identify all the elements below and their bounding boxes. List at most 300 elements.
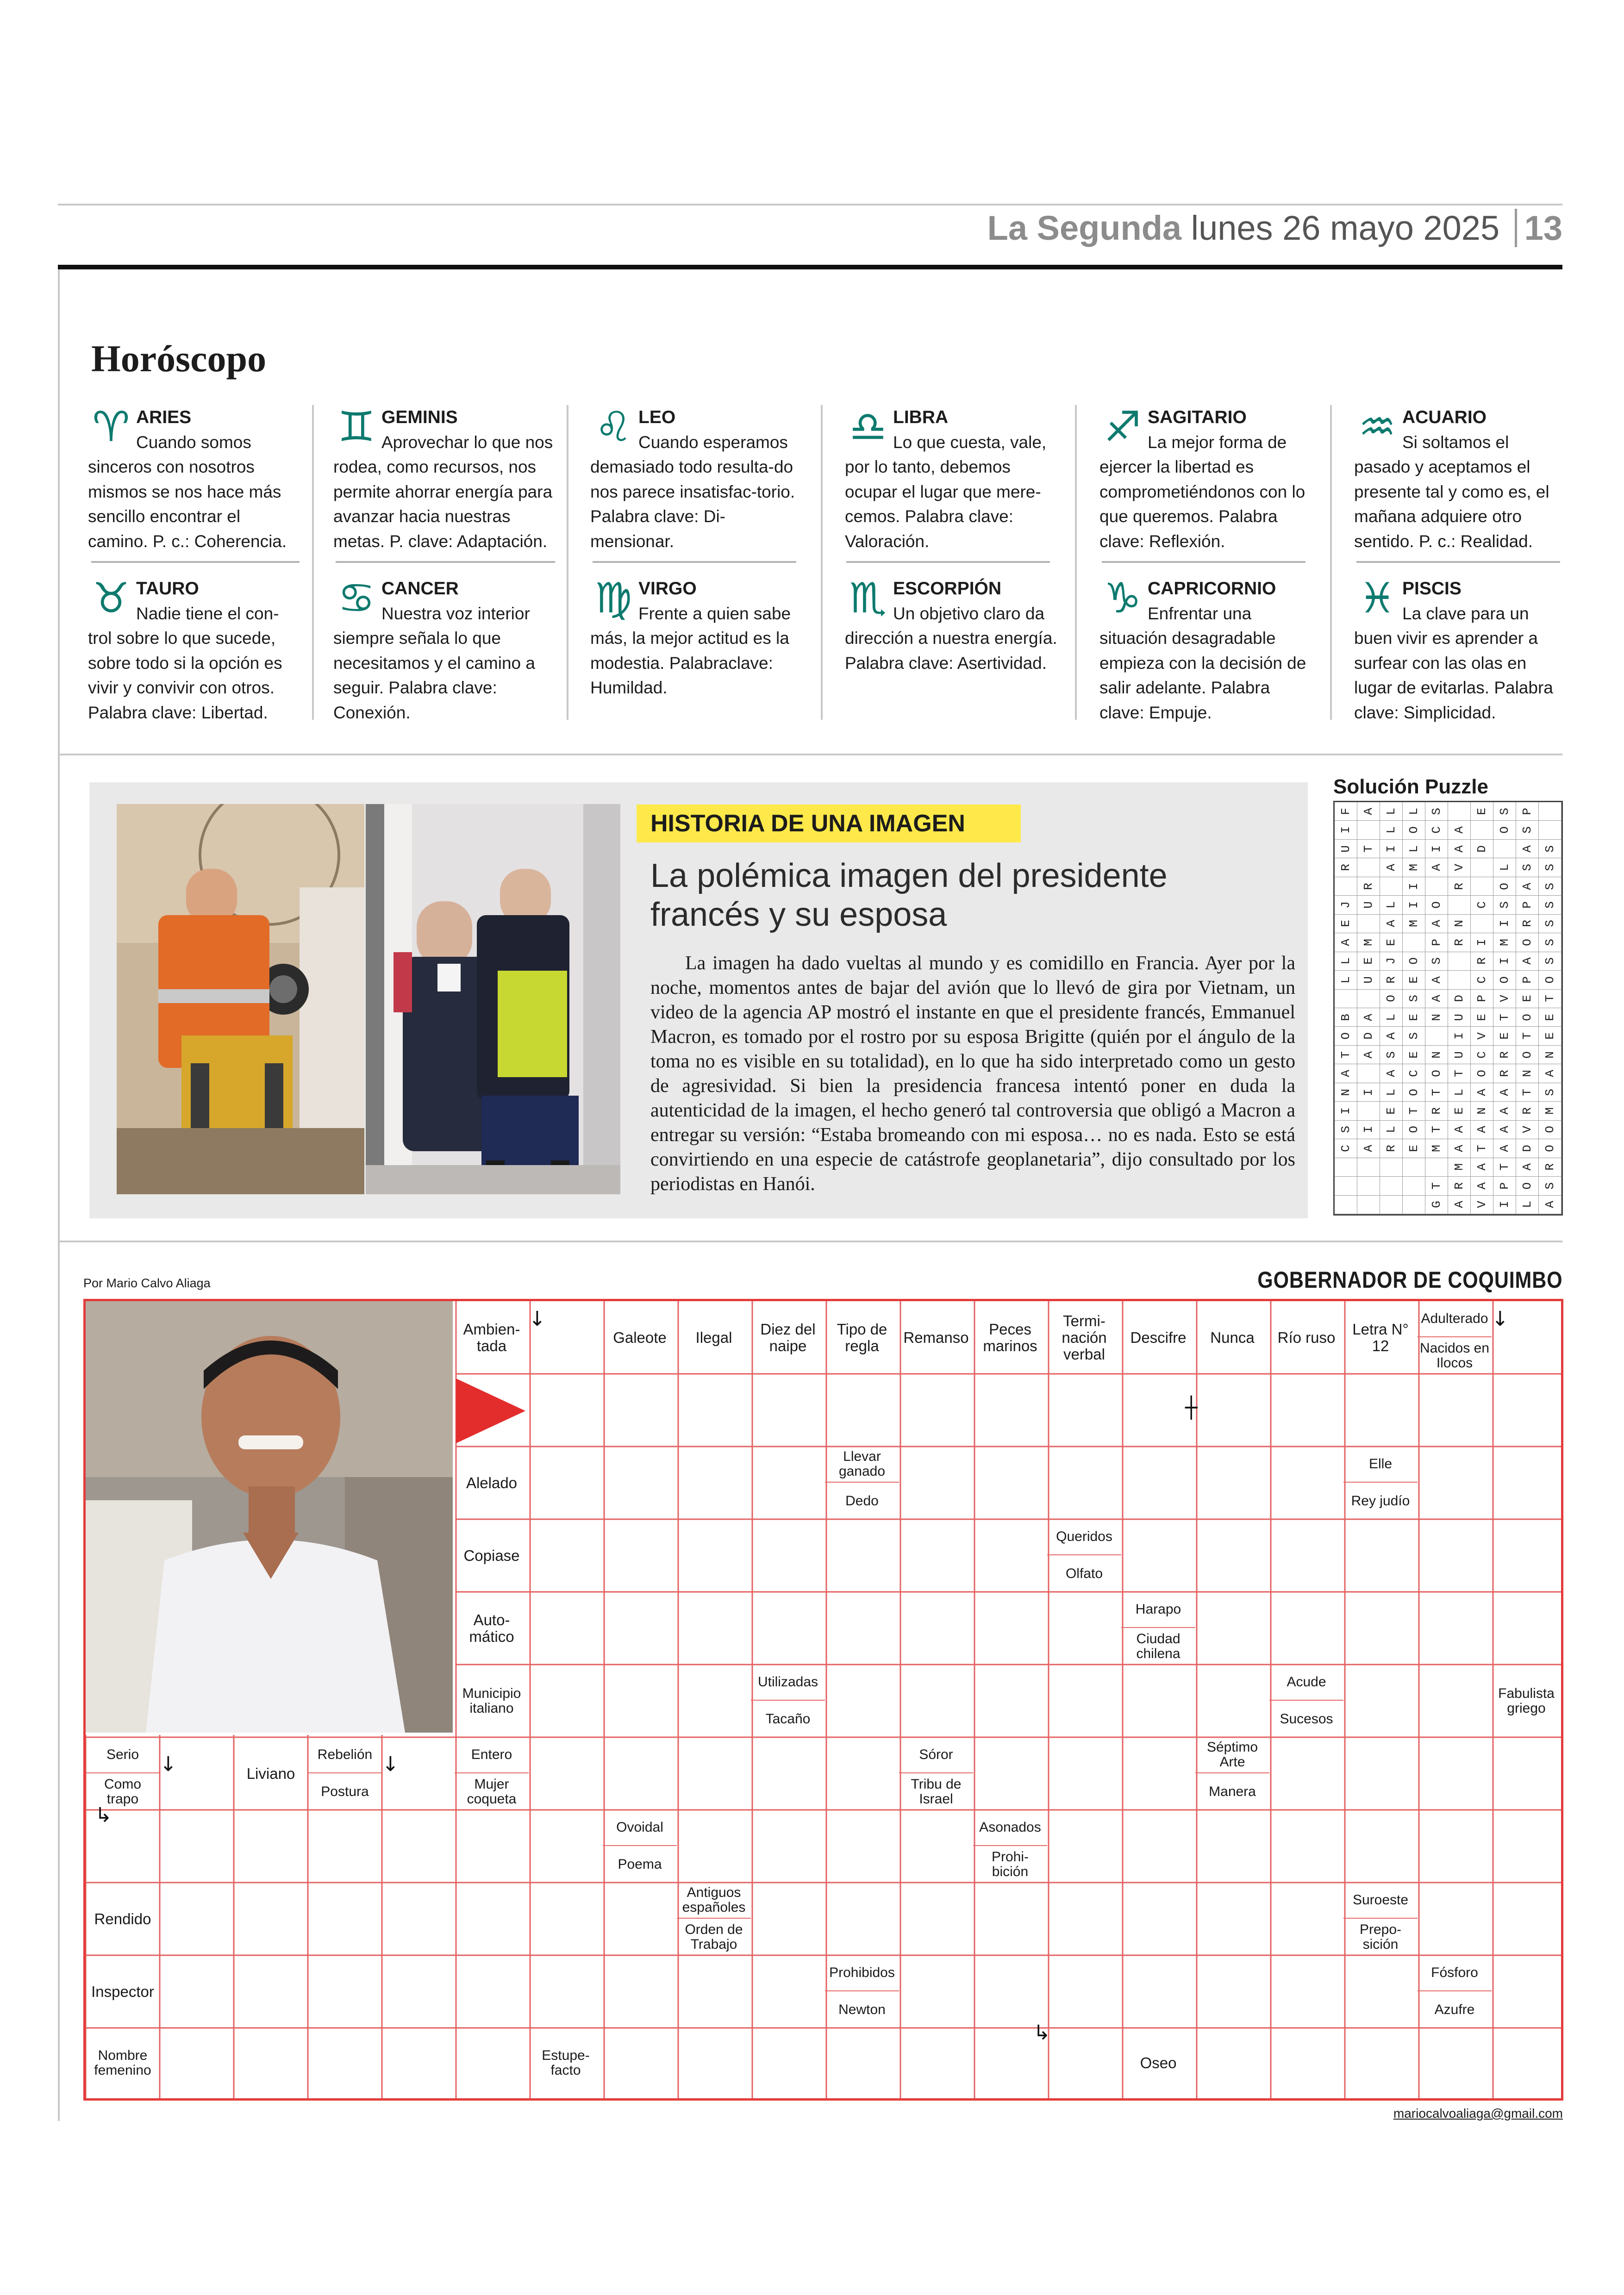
solution-cell (1516, 1008, 1539, 1027)
solution-letter: I (1452, 1032, 1466, 1040)
solution-letter: R (1452, 939, 1466, 946)
clue-copiase[interactable]: Copiase (463, 1547, 520, 1564)
solution-cell (1448, 1083, 1471, 1102)
clue-inspector[interactable]: Inspector (91, 1983, 154, 2000)
solution-cell (1471, 1046, 1493, 1064)
clue-olfato[interactable]: Olfato (1065, 1565, 1103, 1581)
issue-date: lunes 26 mayo 2025 (1191, 209, 1500, 247)
solution-cell (1425, 915, 1448, 933)
solution-letter: E (1520, 995, 1534, 1003)
clue-elle[interactable]: Elle (1343, 1447, 1418, 1483)
clue-poema[interactable]: Poema (618, 1856, 662, 1872)
author-email[interactable]: mariocalvoaliaga@gmail.com (1393, 2106, 1563, 2120)
solution-letter: O (1520, 1182, 1534, 1190)
sign-text: Aprovechar lo que nos rodea, como recursos, nos permite ahorrar energía para avanzar hacia nuestras metas. P. clave: Adaptación. (333, 432, 553, 551)
solution-cell (1448, 840, 1471, 858)
solution-letter: M (1497, 939, 1512, 946)
solution-cell (1471, 1027, 1493, 1045)
solution-cell (1425, 802, 1448, 821)
sign-text: Lo que cuesta, vale, por lo tanto, debemos ocupar el lugar que mere-cemos. Palabra clave: Valoración. (845, 432, 1047, 551)
solution-cell (1448, 1196, 1471, 1214)
clue-suroeste[interactable]: Suroeste (1343, 1883, 1418, 1919)
section-rule (58, 754, 1562, 755)
solution-cell (1516, 971, 1539, 989)
solution-cell (1425, 952, 1448, 971)
solution-cell (1493, 1196, 1516, 1214)
clue-soror[interactable]: Sóror (899, 1737, 973, 1773)
clue-antiguos-espanoles[interactable]: Antiguos españoles (677, 1883, 751, 1919)
solution-cell (1357, 840, 1380, 858)
clue-harapo[interactable]: Harapo (1121, 1592, 1195, 1628)
solution-cell (1448, 1139, 1471, 1158)
solution-letter: J (1338, 901, 1353, 909)
solution-cell (1425, 1139, 1448, 1158)
solution-cell (1357, 1083, 1380, 1102)
clue-estupefacto[interactable]: Estupe- facto (542, 2048, 590, 2078)
solution-cell (1403, 1027, 1425, 1045)
clue-adulterado[interactable]: Adulterado (1418, 1301, 1492, 1337)
solution-cell (1539, 877, 1562, 896)
clue-newton[interactable]: Newton (838, 2002, 886, 2017)
solution-cell (1516, 840, 1539, 858)
solution-cell (1516, 1177, 1539, 1195)
solution-letter: A (1543, 1201, 1557, 1209)
solution-cell (1357, 802, 1380, 821)
solution-letter: R (1361, 882, 1375, 890)
solution-letter: A (1543, 1070, 1557, 1077)
solution-cell (1448, 1121, 1471, 1139)
solution-cell (1335, 952, 1357, 971)
solution-cell (1403, 933, 1425, 952)
clue-letra-12[interactable]: Letra N° 12 (1352, 1320, 1409, 1354)
solution-cell (1357, 1008, 1380, 1027)
clue-remanso[interactable]: Remanso (903, 1328, 969, 1346)
clue-ambientada[interactable]: Ambien- tada (463, 1320, 520, 1354)
solution-letter: E (1338, 920, 1353, 928)
solution-cell (1471, 877, 1493, 896)
cancer-icon: ♋ (337, 574, 375, 623)
solution-letter: O (1543, 976, 1557, 984)
solution-letter: V (1452, 864, 1466, 871)
sign-separator (1102, 561, 1305, 563)
solution-letter: T (1474, 1145, 1489, 1152)
sign-name: SAGITARIO (1148, 407, 1247, 427)
crossword-author: Por Mario Calvo Aliaga (83, 1276, 211, 1290)
clue-dedo[interactable]: Dedo (845, 1493, 879, 1509)
clue-postura[interactable]: Postura (321, 1784, 369, 1799)
solution-cell (1403, 1121, 1425, 1139)
solution-cell (1425, 933, 1448, 952)
solution-letter: A (1497, 1088, 1512, 1096)
solution-cell (1493, 1121, 1516, 1139)
solution-cell (1493, 952, 1516, 971)
clue-nombre-femenino[interactable]: Nombre femenino (94, 2048, 151, 2078)
solution-letter: S (1543, 920, 1557, 928)
solution-letter: V (1497, 995, 1512, 1003)
sign-separator (846, 561, 1050, 563)
clue-azufre[interactable]: Azufre (1434, 2002, 1475, 2017)
solution-title: Solución Puzzle (1333, 775, 1488, 798)
clue-preposicion[interactable]: Prepo- sición (1359, 1921, 1402, 1952)
solution-letter: L (1384, 901, 1398, 909)
clue-ciudad-chilena[interactable]: Ciudad chilena (1136, 1631, 1181, 1661)
solution-cell (1403, 971, 1425, 989)
solution-cell (1493, 1177, 1516, 1195)
solution-letter: O (1406, 826, 1421, 834)
column-divider (821, 405, 823, 720)
solution-letter: N (1474, 1107, 1489, 1115)
solution-cell (1539, 1083, 1562, 1102)
solution-letter: A (1361, 807, 1375, 815)
clue-ovoidal[interactable]: Ovoidal (603, 1810, 677, 1846)
story-tag: HISTORIA DE UNA IMAGEN (637, 804, 1021, 842)
solution-cell (1380, 1064, 1403, 1083)
clue-tribu-israel[interactable]: Tribu de Israel (911, 1776, 962, 1807)
solution-cell (1380, 1027, 1403, 1045)
column-divider (1330, 405, 1332, 720)
solution-letter: S (1520, 864, 1534, 871)
solution-cell (1493, 1027, 1516, 1045)
clue-municipio-italiano[interactable]: Municipio italiano (462, 1685, 521, 1716)
arrow-right-icon: ↳ (1033, 2021, 1050, 2045)
leo-icon: ♌ (594, 403, 632, 451)
solution-cell (1403, 1196, 1425, 1214)
solution-cell (1539, 1027, 1562, 1045)
solution-letter: T (1452, 1070, 1466, 1077)
solution-cell (1357, 915, 1380, 933)
clue-peces-marinos[interactable]: Peces marinos (983, 1320, 1037, 1354)
sign-libra (845, 405, 1059, 554)
clue-diez-naipe[interactable]: Diez del naipe (760, 1320, 816, 1354)
solution-letter: A (1429, 864, 1443, 871)
solution-cell (1403, 802, 1425, 821)
solution-cell (1516, 952, 1539, 971)
clue-prohibicion[interactable]: Prohi- bición (991, 1849, 1029, 1879)
solution-cell (1357, 1064, 1380, 1083)
solution-letter: D (1452, 995, 1466, 1003)
clue-automatico[interactable]: Auto- mático (469, 1611, 514, 1645)
solution-letter: A (1338, 939, 1353, 946)
clue-rendido[interactable]: Rendido (94, 1910, 151, 1927)
clue-prohibidos[interactable]: Prohibidos (825, 1955, 899, 1991)
solution-cell (1448, 1102, 1471, 1120)
solution-cell (1403, 1083, 1425, 1102)
solution-letter: I (1406, 901, 1421, 909)
sign-capricornio (1099, 576, 1313, 725)
solution-letter: A (1384, 920, 1398, 928)
solution-cell (1425, 1158, 1448, 1177)
header-rule (58, 265, 1562, 269)
clue-terminacion-verbal[interactable]: Termi- nación verbal (1062, 1312, 1107, 1363)
solution-cell (1516, 896, 1539, 914)
solution-cell (1425, 896, 1448, 914)
sign-cancer (333, 576, 560, 725)
solution-cell (1380, 821, 1403, 839)
solution-letter: M (1452, 1163, 1466, 1171)
solution-letter: E (1384, 1107, 1398, 1115)
solution-letter: E (1543, 1013, 1557, 1021)
solution-letter: U (1361, 976, 1375, 984)
solution-cell (1335, 1196, 1357, 1214)
solution-cell (1471, 1064, 1493, 1083)
clue-oseo[interactable]: Oseo (1140, 2054, 1177, 2071)
solution-cell (1335, 1027, 1357, 1045)
solution-cell (1471, 1177, 1493, 1195)
solution-cell (1335, 915, 1357, 933)
sign-virgo (590, 576, 804, 700)
solution-letter: T (1520, 1088, 1534, 1096)
solution-cell (1380, 1083, 1403, 1102)
sign-name: CANCER (381, 579, 459, 599)
solution-letter: L (1406, 807, 1421, 815)
sign-name: GEMINIS (381, 407, 458, 427)
solution-cell (1471, 840, 1493, 858)
solution-cell (1425, 840, 1448, 858)
solution-letter: I (1338, 1107, 1353, 1115)
solution-letter: A (1361, 1145, 1375, 1152)
solution-cell (1539, 1121, 1562, 1139)
sign-separator (336, 561, 555, 563)
solution-letter: U (1338, 845, 1353, 853)
clue-fabulista-griego[interactable]: Fabulista griego (1498, 1685, 1555, 1716)
solution-cell (1380, 840, 1403, 858)
clue-como-trapo[interactable]: Como trapo (104, 1776, 142, 1807)
solution-cell (1448, 858, 1471, 877)
solution-letter: L (1384, 826, 1398, 834)
solution-letter: L (1384, 807, 1398, 815)
solution-cell (1425, 1046, 1448, 1064)
clue-queridos[interactable]: Queridos (1047, 1519, 1121, 1555)
solution-cell (1471, 1158, 1493, 1177)
clue-acude[interactable]: Acude (1269, 1665, 1343, 1701)
solution-letter: I (1384, 845, 1398, 853)
cursor-mark-icon: ┼ (1185, 1396, 1198, 1420)
clue-rey-judio[interactable]: Rey judío (1351, 1493, 1410, 1509)
solution-cell (1380, 1046, 1403, 1064)
section-rule (58, 1241, 1562, 1242)
solution-letter: T (1429, 1182, 1443, 1190)
clue-llevar-ganado[interactable]: Llevar ganado (825, 1447, 899, 1483)
solution-cell (1403, 1046, 1425, 1064)
solution-letter: E (1406, 1013, 1421, 1021)
clue-nunca[interactable]: Nunca (1210, 1328, 1255, 1346)
solution-letter: T (1338, 1051, 1353, 1059)
solution-letter: A (1429, 995, 1443, 1003)
solution-cell (1357, 821, 1380, 839)
clue-nacidos-ilocos[interactable]: Nacidos en Ilocos (1419, 1340, 1490, 1371)
clue-sucesos[interactable]: Sucesos (1280, 1711, 1333, 1727)
clue-tacano[interactable]: Tacaño (765, 1711, 811, 1727)
clue-fosforo[interactable]: Fósforo (1418, 1955, 1492, 1991)
solution-letter: E (1361, 957, 1375, 965)
solution-letter: O (1429, 901, 1443, 909)
clue-liviano[interactable]: Liviano (246, 1765, 295, 1782)
top-rule (58, 204, 1562, 206)
solution-cell (1448, 1008, 1471, 1027)
solution-letter: L (1406, 845, 1421, 853)
solution-cell (1425, 1027, 1448, 1045)
solution-cell (1493, 1046, 1516, 1064)
sign-aries (88, 405, 302, 554)
solution-cell (1539, 1046, 1562, 1064)
clue-tipo-regla[interactable]: Tipo de regla (837, 1320, 887, 1354)
clue-rebelion[interactable]: Rebelión (308, 1737, 382, 1773)
clue-descifre[interactable]: Descifre (1130, 1328, 1187, 1346)
solution-cell (1403, 1177, 1425, 1195)
solution-cell (1357, 971, 1380, 989)
story-photo-macron (366, 804, 620, 1194)
solution-letter: T (1543, 995, 1557, 1003)
clue-asonados[interactable]: Asonados (973, 1810, 1047, 1846)
solution-cell (1380, 1158, 1403, 1177)
solution-cell (1539, 1102, 1562, 1120)
solution-cell (1357, 1139, 1380, 1158)
solution-letter: I (1497, 920, 1512, 928)
solution-cell (1471, 1102, 1493, 1120)
solution-cell (1335, 1046, 1357, 1064)
solution-cell (1471, 952, 1493, 971)
solution-letter: A (1452, 1126, 1466, 1134)
solution-cell (1335, 1064, 1357, 1083)
solution-letter: R (1497, 1051, 1512, 1059)
solution-letter: O (1520, 1051, 1534, 1059)
virgo-icon: ♍ (594, 574, 632, 623)
solution-cell (1357, 896, 1380, 914)
solution-letter: E (1474, 807, 1489, 815)
solution-cell (1357, 933, 1380, 952)
solution-letter: N (1338, 1088, 1353, 1096)
solution-cell (1448, 971, 1471, 989)
solution-letter: P (1520, 807, 1534, 815)
left-margin-rule (58, 269, 60, 2121)
solution-cell (1380, 1139, 1403, 1158)
solution-cell (1493, 821, 1516, 839)
solution-cell (1493, 1083, 1516, 1102)
sign-name: LEO (638, 407, 676, 427)
solution-letter: C (1474, 901, 1489, 909)
clue-alelado[interactable]: Alelado (466, 1474, 518, 1491)
solution-letter: S (1543, 882, 1557, 890)
clue-galeote[interactable]: Galeote (613, 1328, 667, 1346)
sign-name: TAURO (136, 579, 199, 599)
sign-separator (91, 561, 300, 563)
solution-cell (1448, 1158, 1471, 1177)
solution-letter: M (1406, 920, 1421, 928)
solution-cell (1516, 1064, 1539, 1083)
sign-name: ESCORPIÓN (893, 579, 1002, 599)
solution-letter: P (1429, 939, 1443, 946)
solution-cell (1357, 1196, 1380, 1214)
solution-letter: C (1474, 976, 1489, 984)
solution-cell (1425, 1008, 1448, 1027)
solution-letter: L (1497, 864, 1512, 871)
solution-cell (1335, 971, 1357, 989)
solution-letter: A (1520, 957, 1534, 965)
clue-orden-trabajo[interactable]: Orden de Trabajo (685, 1921, 743, 1952)
solution-cell (1425, 821, 1448, 839)
solution-letter: S (1384, 1051, 1398, 1059)
solution-cell (1471, 915, 1493, 933)
solution-cell (1357, 877, 1380, 896)
masthead (987, 207, 1562, 249)
solution-letter: L (1338, 957, 1353, 965)
solution-letter: A (1520, 882, 1534, 890)
solution-cell (1448, 1064, 1471, 1083)
aries-icon: ♈ (92, 403, 130, 451)
clue-ilegal[interactable]: Ilegal (695, 1328, 732, 1346)
clue-mujer-coqueta[interactable]: Mujer coqueta (467, 1776, 517, 1807)
solution-cell (1380, 933, 1403, 952)
solution-cell (1516, 858, 1539, 877)
solution-cell (1539, 1177, 1562, 1195)
solution-letter: A (1429, 920, 1443, 928)
solution-cell (1380, 915, 1403, 933)
solution-letter: O (1474, 1070, 1489, 1077)
sign-text: Nadie tiene el con-trol sobre lo que sucede, sobre todo si la opción es vivir y convivir con otros. Palabra clave: Libertad. (88, 604, 282, 722)
clue-utilizadas[interactable]: Utilizadas (751, 1665, 825, 1701)
solution-cell (1539, 896, 1562, 914)
solution-letter: P (1497, 1182, 1512, 1190)
clue-manera[interactable]: Manera (1209, 1784, 1256, 1799)
solution-letter: J (1384, 957, 1398, 965)
solution-cell (1448, 933, 1471, 952)
solution-cell (1380, 990, 1403, 1008)
clue-serio[interactable]: Serio (86, 1737, 160, 1773)
solution-letter: S (1543, 957, 1557, 965)
solution-letter: T (1497, 1163, 1512, 1171)
solution-letter: M (1361, 939, 1375, 946)
solution-cell (1335, 1083, 1357, 1102)
sign-name: PISCIS (1402, 579, 1462, 599)
solution-letter: T (1520, 1032, 1534, 1040)
solution-cell (1380, 802, 1403, 821)
solution-cell (1403, 1008, 1425, 1027)
solution-cell (1335, 840, 1357, 858)
solution-letter: T (1429, 1126, 1443, 1134)
solution-cell (1335, 1102, 1357, 1120)
solution-letter: N (1543, 1051, 1557, 1059)
taurus-icon: ♉ (92, 574, 130, 623)
solution-cell (1380, 1121, 1403, 1139)
solution-letter: R (1497, 1070, 1512, 1077)
solution-cell (1539, 1008, 1562, 1027)
libra-icon: ♎ (849, 403, 887, 451)
clue-septimo-arte[interactable]: Séptimo Arte (1195, 1737, 1269, 1773)
solution-letter: A (1361, 1051, 1375, 1059)
solution-letter: R (1543, 1163, 1557, 1171)
clue-entero[interactable]: Entero (455, 1737, 529, 1773)
solution-cell (1425, 877, 1448, 896)
solution-letter: S (1543, 845, 1557, 853)
solution-cell (1516, 1027, 1539, 1045)
solution-cell (1380, 1102, 1403, 1120)
solution-cell (1539, 1196, 1562, 1214)
solution-letter: R (1452, 882, 1466, 890)
solution-letter: I (1406, 882, 1421, 890)
solution-letter: N (1429, 1051, 1443, 1059)
solution-cell (1539, 821, 1562, 839)
solution-letter: S (1543, 901, 1557, 909)
clue-rio-ruso[interactable]: Río ruso (1277, 1328, 1336, 1346)
solution-cell (1471, 1008, 1493, 1027)
solution-cell (1539, 1064, 1562, 1083)
solution-letter: S (1497, 901, 1512, 909)
solution-cell (1425, 1083, 1448, 1102)
solution-letter: R (1429, 1107, 1443, 1115)
story-body: La imagen ha dado vueltas al mundo y es comidillo en Francia. Ayer por la noche, momentos antes de bajar del avión que lo llevó de gira por Vietnam, un video de la agencia AP mostró el instante en que el presidente francés, Emmanuel Macron, es tomado por el rostro por su esposa Brigitte (quién por el ángulo de la toma no es visible en su totalidad), en lo que ha sido interpretado como un gesto de agresividad. Si bien la presidencia francesa intentó poner en duda la autenticidad de la imagen, el hecho generó tal controversia que obligó a Macron a entregar su versión: “Estaba bromeando con mi esposa… no es nada. Esto se está convirtiendo en una especie de catástrofe geoplanetaria”, dijo consultado por los periodistas en Hanói. (650, 953, 1295, 1195)
horoscope-title: Horóscopo (91, 337, 267, 380)
solution-cell (1516, 990, 1539, 1008)
